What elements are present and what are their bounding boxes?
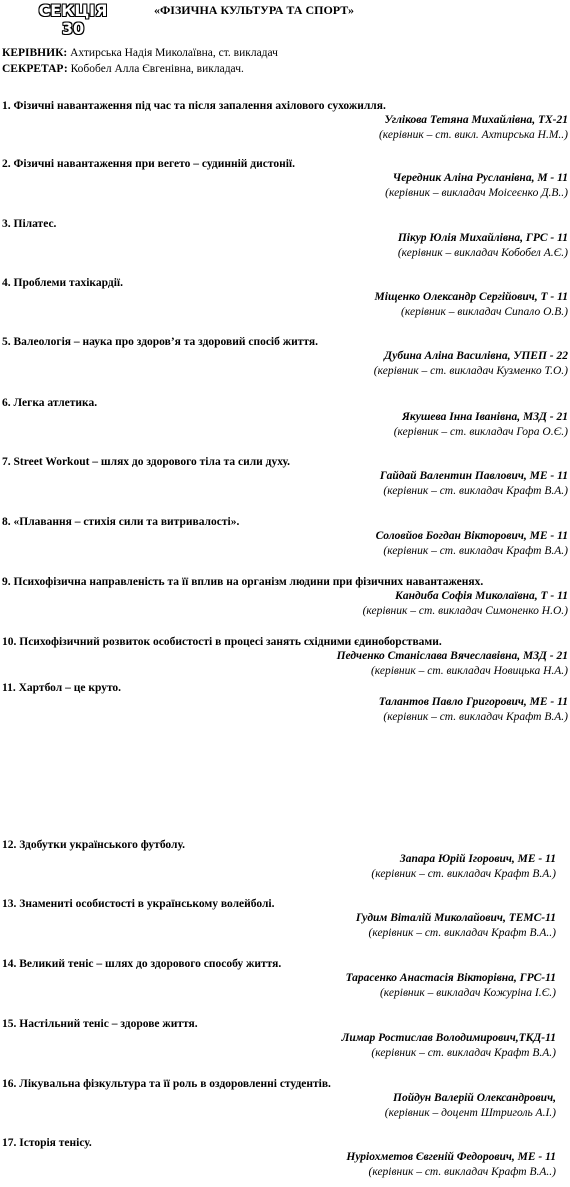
- report-supervisor: (керівник – ст. викладач Крафт В.А..): [368, 1165, 556, 1178]
- report-author: Соловйов Богдан Вікторович, МЕ - 11: [375, 530, 568, 543]
- report-author: Гайдай Валентин Павлович, МЕ - 11: [379, 470, 568, 483]
- report-item: [2, 99, 570, 142]
- report-supervisor: (керівник – ст. викладач Симоненко Н.О.): [362, 604, 568, 617]
- head-label: КЕРІВНИК:: [2, 47, 68, 59]
- report-supervisor: (керівник – ст. викладач Кузменко Т.О.): [373, 364, 568, 377]
- report-supervisor: (керівник – викладач Кожурiна І.Є.): [379, 986, 556, 999]
- report-title: 5. Валеологія – наука про здоров’я та здоровий спосіб життя.: [2, 336, 318, 348]
- report-item: [2, 1017, 570, 1060]
- report-item: [2, 897, 570, 940]
- report-title: 4. Проблеми тахікардії.: [2, 277, 123, 289]
- report-supervisor: (керівник – ст. викладач Крафт В.А.): [383, 484, 568, 497]
- report-supervisor: (керівник – ст. викладач Крафт В.А.): [371, 1046, 556, 1059]
- report-author: Пойдун Валерій Олександрович,: [393, 1092, 556, 1105]
- report-supervisor: (керівник – викладач Сипало О.В.): [401, 305, 568, 318]
- report-supervisor: (керівник – викладач Кобобел А.Є.): [397, 246, 568, 259]
- report-item: [2, 335, 570, 378]
- report-item: [2, 455, 570, 498]
- report-author: Пікур Юлія Михайлівна, ГРС - 11: [397, 232, 568, 245]
- report-title: 16. Лікувальна фізкультура та її роль в оздоровленні студентів.: [2, 1078, 331, 1090]
- head-value: Ахтирська Надія Миколаївна, ст. викладач: [67, 47, 278, 59]
- report-title: 6. Легка атлетика.: [2, 397, 98, 409]
- report-title: 3. Пілатес.: [2, 218, 57, 230]
- report-author: Якушева Інна Іванівна, МЗД - 21: [402, 411, 568, 424]
- report-item: [2, 396, 570, 439]
- report-item: [2, 276, 570, 319]
- report-item: [2, 635, 570, 678]
- section-word: СЕКЦІЯ: [38, 1, 108, 20]
- report-author: Чередник Аліна Русланівна, М - 11: [392, 172, 568, 185]
- head-line: [2, 46, 562, 62]
- report-author: Нуріохметов Євгеній Федорович, МЕ - 11: [346, 1151, 556, 1164]
- report-item: [2, 957, 570, 1000]
- report-author: Тарасенко Анастасія Вікторівна, ГРС-11: [345, 972, 556, 985]
- report-supervisor: (керівник – ст. викладач Крафт В.А.): [371, 867, 556, 880]
- report-supervisor: (керівник – ст. викладач Гора О.Є.): [393, 425, 568, 438]
- report-supervisor: (керівник – ст. викладач Крафт В.А.): [383, 544, 568, 557]
- report-item: [2, 681, 570, 724]
- report-author: Педченко Станіслава Вячеславівна, МЗД - 21: [336, 650, 568, 663]
- report-item: [2, 1136, 570, 1179]
- report-supervisor: (керівник – ст. викладач Крафт В.А..): [368, 926, 556, 939]
- report-supervisor: (керівник – ст. викладач Крафт В.А.): [383, 710, 568, 723]
- secretary-value: Кобобел Алла Євгенівна, викладач.: [67, 63, 244, 75]
- report-title: 2. Фізичні навантаження при вегето – судинній дистонії.: [2, 158, 295, 170]
- report-title: 8. «Плавання – стихія сили та витривалості».: [2, 516, 240, 528]
- report-item: [2, 575, 570, 618]
- staff-block: [2, 46, 562, 78]
- section-badge: [28, 2, 118, 38]
- report-title: 14. Великий теніс – шлях до здорового способу життя.: [2, 958, 282, 970]
- report-title: 7. Street Workout – шлях до здорового тіла та сили духу.: [2, 456, 291, 468]
- report-title: 12. Здобутки українського футболу.: [2, 839, 185, 851]
- report-author: Запара Юрій Ігорович, МЕ - 11: [399, 853, 556, 866]
- report-item: [2, 217, 570, 260]
- report-item: [2, 157, 570, 200]
- report-author: Углікова Тетяна Михайлівна, ТХ-21: [384, 114, 568, 127]
- report-title: 15. Настільний теніс – здорове життя.: [2, 1018, 198, 1030]
- report-supervisor: (керівник – ст. викладач Новицька Н.А.): [370, 664, 568, 677]
- report-title: 10. Психофізичний розвиток особистості в процесі занять східними єдиноборствами.: [2, 636, 442, 648]
- report-supervisor: (керівник – викладач Моісеєнко Д.В..): [385, 186, 568, 199]
- report-title: 9. Психофізична направленість та її вплив на організм людини при фізичних навантаженях.: [2, 576, 484, 588]
- report-item: [2, 515, 570, 558]
- report-author: Дубина Аліна Василівна, УПЕП - 22: [384, 350, 568, 363]
- section-header: [0, 0, 570, 44]
- report-author: Міщенко Олександр Сергійович, Т - 11: [374, 291, 568, 304]
- report-author: Лимар Ростислав Володимирович,ТКД-11: [341, 1032, 556, 1045]
- report-title: 11. Хартбол – це круто.: [2, 682, 122, 694]
- report-author: Талантов Павло Григорович, МЕ - 11: [378, 696, 568, 709]
- report-title: 17. Історія тенісу.: [2, 1137, 92, 1149]
- report-item: [2, 1077, 570, 1120]
- section-number: 30: [61, 19, 85, 38]
- report-title: 13. Знамениті особистості в українському волейболі.: [2, 898, 275, 910]
- report-author: Кандиба Софія Миколаївна, Т - 11: [395, 590, 568, 603]
- section-title: «ФІЗИЧНА КУЛЬТУРА ТА СПОРТ»: [154, 3, 354, 17]
- secretary-line: [2, 62, 562, 78]
- report-item: [2, 838, 570, 881]
- report-supervisor: (керівник – доцент Штриголь А.І.): [384, 1106, 556, 1119]
- secretary-label: СЕКРЕТАР:: [2, 63, 68, 75]
- report-title: 1. Фізичні навантаження під час та після запалення ахілового сухожилля.: [2, 100, 386, 112]
- report-supervisor: (керівник – ст. викл. Ахтирська Н.М..): [378, 128, 568, 141]
- report-author: Гудим Віталій Миколайович, ТЕМС-11: [355, 912, 556, 925]
